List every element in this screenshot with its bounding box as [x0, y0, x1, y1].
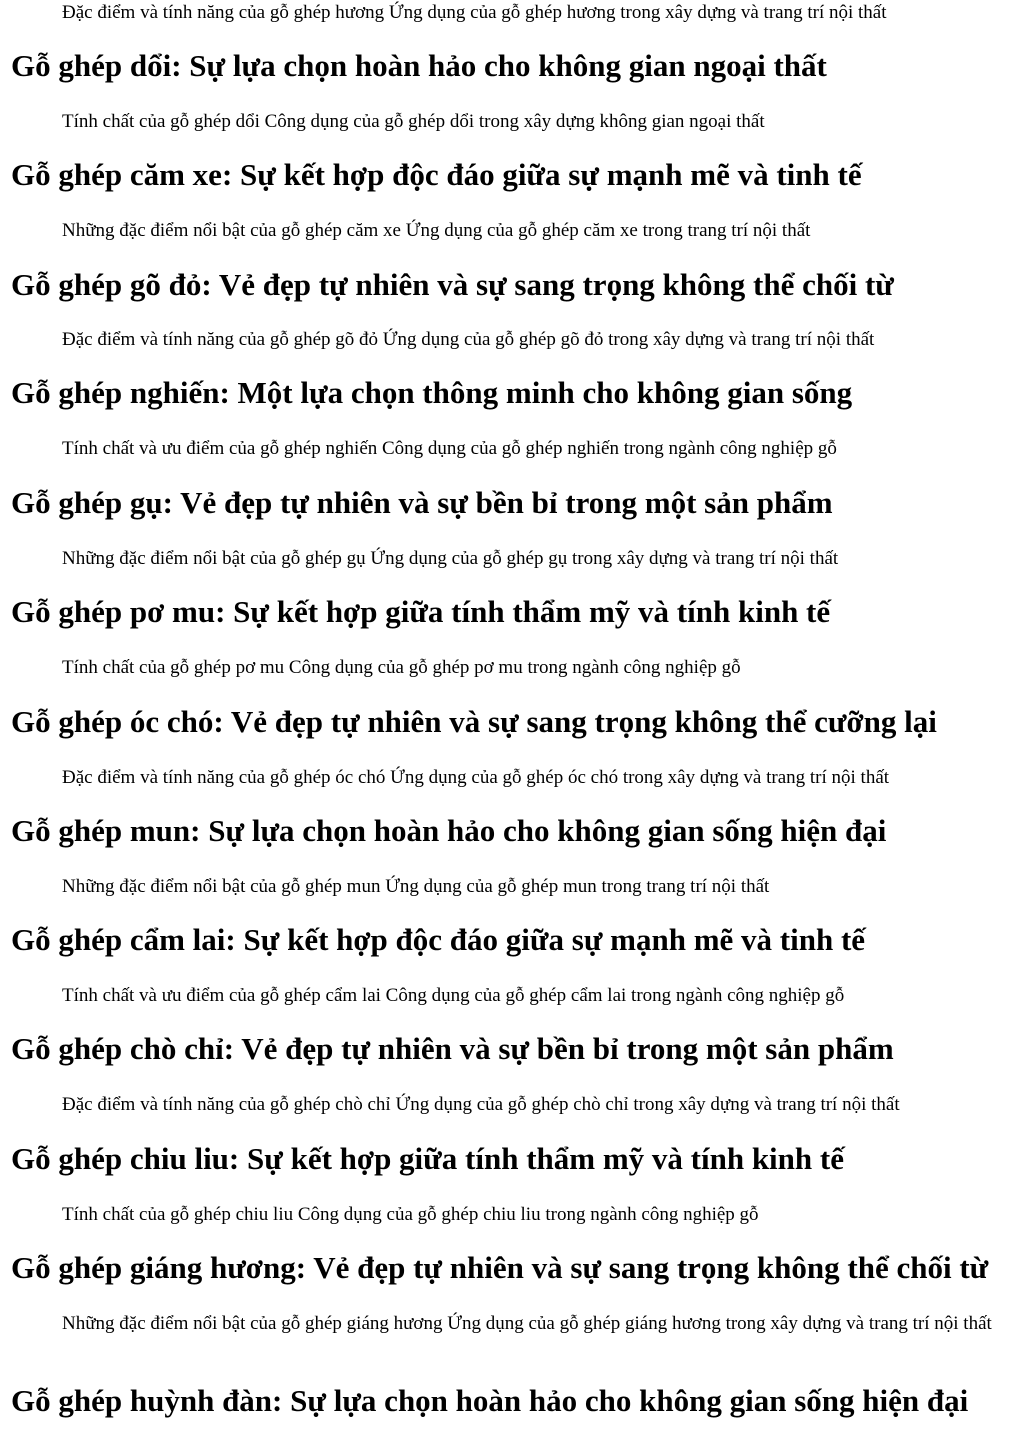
section-description: Những đặc điểm nổi bật của gỗ ghép căm xe Ứng dụng của gỗ ghép căm xe trong trang trí nội thất — [62, 220, 811, 241]
section-heading: Gỗ ghép chò chỉ: Vẻ đẹp tự nhiên và sự bền bỉ trong một sản phẩm — [11, 1031, 894, 1066]
section-heading: Gỗ ghép nghiến: Một lựa chọn thông minh cho không gian sống — [11, 375, 853, 410]
section-description: Đặc điểm và tính năng của gỗ ghép óc chó Ứng dụng của gỗ ghép óc chó trong xây dựng và trang trí nội thất — [62, 767, 890, 788]
section-heading: Gỗ ghép óc chó: Vẻ đẹp tự nhiên và sự sang trọng không thể cưỡng lại — [11, 704, 937, 739]
section-description: Đặc điểm và tính năng của gỗ ghép hương Ứng dụng của gỗ ghép hương trong xây dựng và trang trí nội thất — [62, 2, 887, 23]
section-heading: Gỗ ghép gõ đỏ: Vẻ đẹp tự nhiên và sự sang trọng không thể chối từ — [11, 267, 894, 302]
section-description: Đặc điểm và tính năng của gỗ ghép gõ đỏ Ứng dụng của gỗ ghép gõ đỏ trong xây dựng và trang trí nội thất — [62, 329, 875, 350]
section-heading: Gỗ ghép mun: Sự lựa chọn hoàn hảo cho không gian sống hiện đại — [11, 813, 887, 848]
section-description: Tính chất của gỗ ghép chiu liu Công dụng của gỗ ghép chiu liu trong ngành công nghiệp gỗ — [62, 1204, 759, 1225]
section-description: Những đặc điểm nổi bật của gỗ ghép mun Ứng dụng của gỗ ghép mun trong trang trí nội thất — [62, 876, 770, 897]
section-description: Tính chất của gỗ ghép pơ mu Công dụng của gỗ ghép pơ mu trong ngành công nghiệp gỗ — [62, 657, 741, 678]
section-heading: Gỗ ghép căm xe: Sự kết hợp độc đáo giữa sự mạnh mẽ và tinh tế — [11, 157, 862, 192]
section-heading: Gỗ ghép cẩm lai: Sự kết hợp độc đáo giữa sự mạnh mẽ và tinh tế — [11, 922, 866, 957]
section-heading: Gỗ ghép pơ mu: Sự kết hợp giữa tính thẩm mỹ và tính kinh tế — [11, 594, 831, 629]
section-description: Tính chất và ưu điểm của gỗ ghép nghiến Công dụng của gỗ ghép nghiến trong ngành công nghiệp gỗ — [62, 438, 837, 459]
section-heading: Gỗ ghép dổi: Sự lựa chọn hoàn hảo cho không gian ngoại thất — [11, 48, 827, 83]
section-description: Tính chất của gỗ ghép dổi Công dụng của gỗ ghép dổi trong xây dựng không gian ngoại thất — [62, 111, 765, 132]
section-description: Đặc điểm và tính năng của gỗ ghép chò chỉ Ứng dụng của gỗ ghép chò chỉ trong xây dựng và trang trí nội thất — [62, 1094, 900, 1115]
section-heading: Gỗ ghép gụ: Vẻ đẹp tự nhiên và sự bền bỉ trong một sản phẩm — [11, 485, 833, 520]
section-description: Những đặc điểm nổi bật của gỗ ghép gụ Ứng dụng của gỗ ghép gụ trong xây dựng và trang trí nội thất — [62, 548, 839, 569]
section-description: Những đặc điểm nổi bật của gỗ ghép giáng hương Ứng dụng của gỗ ghép giáng hương trong xây dựng và trang trí nội thất — [62, 1313, 992, 1334]
section-heading: Gỗ ghép chiu liu: Sự kết hợp giữa tính thẩm mỹ và tính kinh tế — [11, 1141, 844, 1176]
section-heading: Gỗ ghép huỳnh đàn: Sự lựa chọn hoàn hảo cho không gian sống hiện đại — [11, 1383, 969, 1418]
section-description: Tính chất và ưu điểm của gỗ ghép cẩm lai Công dụng của gỗ ghép cẩm lai trong ngành công nghiệp gỗ — [62, 985, 845, 1006]
section-heading: Gỗ ghép giáng hương: Vẻ đẹp tự nhiên và sự sang trọng không thể chối từ — [11, 1250, 989, 1285]
